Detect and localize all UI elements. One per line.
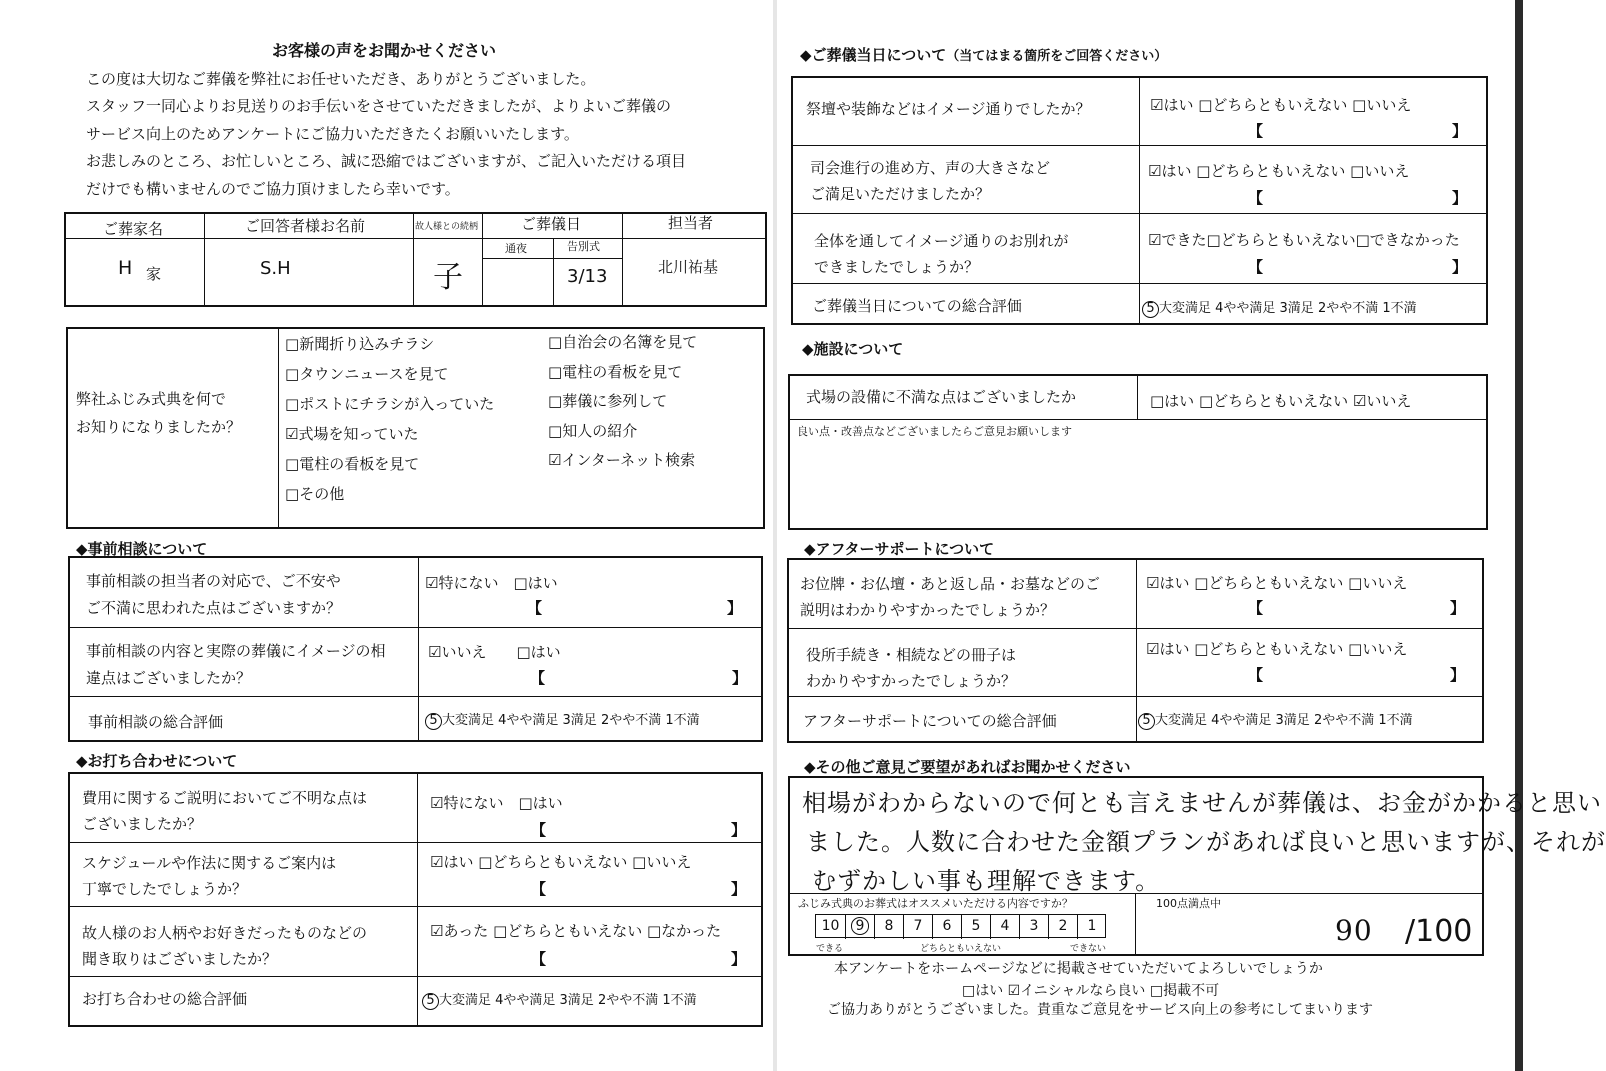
pre-consult-q2-options[interactable]: ☑いいえ □はい	[428, 643, 561, 661]
meeting-q4: お打ち合わせの総合評価	[82, 990, 248, 1008]
how-known-question: 弊社ふじみ式典を何で	[76, 390, 227, 408]
meeting-q1-options[interactable]: ☑特にない □はい	[430, 794, 563, 812]
funeral-day-q1: 祭壇や装飾などはイメージ通りでしたか？	[806, 100, 1091, 118]
how-known-option[interactable]	[285, 333, 434, 354]
bracket-open: 【	[1248, 599, 1264, 617]
scale-label-right: できない	[1070, 944, 1107, 954]
publish-question: 本アンケートをホームページなどに掲載させていただいてよろしいでしょうか	[834, 961, 1323, 977]
checkbox-icon[interactable]: □	[548, 333, 563, 351]
how-known-option-label: 葬儀に参列して	[562, 392, 668, 410]
after-support-q2: わかりやすかったでしょうか？	[806, 672, 1017, 690]
bracket-open: 【	[1248, 258, 1264, 276]
bracket-open: 【	[527, 599, 543, 617]
rating-scale: 大変満足 4やや満足 3満足 2やや不満 1不満	[1155, 713, 1413, 728]
handwritten-comment: 相場がわからないので何とも言えませんが葬儀は、お金がかかると思い	[802, 789, 1602, 817]
how-known-option-label: インターネット検索	[561, 451, 696, 469]
funeral-day-q1-options[interactable]: ☑はい □どちらともいえない □いいえ	[1150, 96, 1412, 114]
how-known-option[interactable]	[548, 361, 682, 382]
scale-cell[interactable]: 1	[1077, 915, 1106, 939]
handwritten-comment: むずかしい事も理解できます。	[812, 867, 1161, 895]
meeting-q3: 聞き取りはございましたか？	[82, 950, 278, 968]
bracket-close: 】	[1452, 189, 1468, 207]
bracket-open: 【	[531, 880, 547, 898]
checkbox-icon[interactable]: □	[285, 365, 300, 383]
funeral-day-q3: 全体を通してイメージ通りのお別れが	[814, 232, 1069, 250]
page-title: お客様の声をお聞かせください	[272, 41, 497, 60]
recommend-scale[interactable]	[815, 914, 1106, 938]
header-relation: 故人様との続柄	[415, 222, 479, 232]
header-kokubetsu: 告別式	[567, 240, 600, 253]
checked-box-icon[interactable]: ☑	[285, 425, 299, 443]
checkbox-icon[interactable]: □	[285, 455, 300, 473]
bracket-open: 【	[1248, 189, 1264, 207]
how-known-option[interactable]	[548, 420, 637, 441]
funeral-day-q2: ご満足いただけましたか？	[810, 185, 991, 203]
after-support-q2: 役所手続き・相続などの冊子は	[806, 646, 1017, 664]
checked-box-icon[interactable]: ☑	[548, 451, 562, 469]
after-support-q1: お位牌・お仏壇・あと返し品・お墓などのご	[800, 575, 1101, 593]
pre-consult-q1-options[interactable]: ☑特にない □はい	[425, 574, 558, 592]
how-known-option[interactable]	[285, 453, 419, 474]
scale-cell[interactable]: 4	[990, 915, 1019, 939]
meeting-q3: 故人様のお人柄やお好きだったものなどの	[82, 924, 368, 942]
pre-consult-q1: ご不満に思われた点はございますか？	[86, 599, 342, 617]
rating-scale: 大変満足 4やや満足 3満足 2やや不満 1不満	[442, 713, 700, 728]
funeral-day-q3-options[interactable]: ☑できた□どちらともいえない□できなかった	[1148, 231, 1460, 249]
intro-line: スタッフ一同心よりお見送りのお手伝いをさせていただきましたが、よりよいご葬儀の	[86, 97, 672, 115]
checkbox-icon[interactable]: □	[285, 335, 300, 353]
bracket-close: 】	[1452, 122, 1468, 140]
meeting-q2: スケジュールや作法に関するご案内は	[82, 854, 337, 872]
bracket-open: 【	[531, 821, 547, 839]
meeting-q2-options[interactable]: ☑はい □どちらともいえない □いいえ	[430, 853, 692, 871]
rating-scale: 大変満足 4やや満足 3満足 2やや不満 1不満	[439, 993, 697, 1008]
publish-options[interactable]: □はい ☑イニシャルなら良い □掲載不可	[962, 983, 1220, 999]
how-known-option-label: その他	[299, 485, 345, 503]
after-support-q1-options[interactable]: ☑はい □どちらともいえない □いいえ	[1146, 574, 1408, 592]
funeral-day-q4: ご葬儀当日についての総合評価	[812, 297, 1022, 315]
bracket-close: 】	[727, 599, 743, 617]
how-known-option[interactable]	[548, 331, 697, 352]
how-known-option-label: タウンニュースを見て	[299, 365, 449, 383]
meeting-title: ◆お打ち合わせについて	[76, 752, 238, 770]
how-known-option[interactable]	[285, 393, 494, 414]
scale-cell[interactable]: 2	[1048, 915, 1077, 939]
bracket-close: 】	[1452, 258, 1468, 276]
pre-consult-q1: 事前相談の担当者の対応で、ご不安や	[86, 572, 341, 590]
pre-consult-q2: 違点はございましたか？	[86, 669, 252, 687]
family-suffix: 家	[146, 265, 162, 283]
circled-five: 5	[425, 713, 442, 730]
checkbox-icon[interactable]: □	[285, 395, 300, 413]
checkbox-icon[interactable]: □	[285, 485, 300, 503]
score-label: 100点満点中	[1156, 897, 1221, 910]
bracket-open: 【	[1248, 666, 1264, 684]
header-date: ご葬儀日	[521, 215, 582, 233]
thanks-message: ご協力ありがとうございました。貴重なご意見をサービス向上の参考にしてまいります	[827, 1002, 1373, 1018]
scale-cell[interactable]: 3	[1019, 915, 1048, 939]
rating-scale: 大変満足 4やや満足 3満足 2やや不満 1不満	[1159, 301, 1417, 316]
bracket-close: 】	[731, 821, 747, 839]
scale-cell[interactable]: 7	[903, 915, 932, 939]
after-support-q1: 説明はわかりやすかったでしょうか？	[800, 601, 1056, 619]
how-known-option-label: 知人の紹介	[562, 421, 638, 440]
meeting-q1: 費用に関するご説明においてご不明な点は	[82, 789, 368, 807]
how-known-option-label: 電柱の看板を見て	[299, 455, 420, 473]
respondent-name: S.H	[260, 258, 291, 279]
meeting-q2: 丁寧でしたでしょうか？	[82, 880, 248, 898]
bracket-close: 】	[732, 669, 748, 687]
scale-cell[interactable]: 6	[932, 915, 961, 939]
facility-note: 良い点・改善点などございましたらご意見お願いします	[797, 425, 1072, 438]
checkbox-icon[interactable]: □	[548, 392, 563, 410]
handwritten-comment: ました。人数に合わせた金額プランがあれば良いと思いますが、それが	[806, 828, 1606, 856]
scale-cell[interactable]: 10	[821, 918, 840, 934]
bracket-open: 【	[1248, 122, 1264, 140]
intro-line: この度は大切なご葬儀を弊社にお任せいただき、ありがとうございました。	[86, 70, 596, 88]
funeral-day-rating[interactable]	[1142, 297, 1417, 318]
funeral-day-q3: できましたでしょうか？	[814, 258, 980, 276]
pre-consult-q2: 事前相談の内容と実際の葬儀にイメージの相	[86, 642, 386, 660]
how-known-option-label: 自治会の名簿を見て	[562, 333, 698, 351]
bracket-close: 】	[731, 950, 747, 968]
facility-title: ◆施設について	[802, 340, 904, 358]
how-known-option-label: 新聞折り込みチラシ	[299, 335, 435, 353]
funeral-day-q2: 司会進行の進め方、声の大きさなど	[810, 159, 1051, 177]
scale-cell[interactable]: 8	[874, 915, 903, 939]
facility-q1-options[interactable]: □はい □どちらともいえない ☑いいえ	[1150, 392, 1412, 410]
header-staff: 担当者	[668, 214, 714, 232]
meeting-q1: ございましたか？	[82, 815, 203, 833]
pre-consult-rating[interactable]	[425, 709, 700, 730]
how-known-option[interactable]	[285, 423, 418, 444]
meeting-rating[interactable]	[422, 989, 697, 1010]
page-fold	[773, 0, 777, 1071]
how-known-option[interactable]	[285, 483, 344, 504]
circled-five: 5	[422, 993, 439, 1010]
scan-edge	[1515, 0, 1523, 1071]
pre-consult-q3: 事前相談の総合評価	[88, 713, 224, 731]
circled-five: 5	[1138, 713, 1155, 730]
meeting-q3-options[interactable]: ☑あった □どちらともいえない □なかった	[430, 922, 722, 940]
header-respondent: ご回答者様お名前	[245, 217, 366, 235]
facility-q1: 式場の設備に不満な点はございましたか	[806, 388, 1077, 406]
funeral-day-title: ◆ご葬儀当日について（当てはまる箇所をご回答ください）	[800, 46, 1168, 64]
how-known-option[interactable]	[548, 390, 667, 411]
scale-cell[interactable]: 9	[845, 915, 874, 939]
bracket-open: 【	[530, 669, 546, 687]
bracket-close: 】	[1450, 599, 1466, 617]
intro-line: だけでも構いませんのでご協力頂けましたら幸いです。	[86, 180, 460, 198]
kokubetsu-date: 3/13	[567, 266, 608, 287]
intro-line: お悲しみのところ、お忙しいところ、誠に恐縮ではございますが、ご記入いただける項目	[86, 152, 687, 170]
other-title: ◆その他ご意見ご要望があればお聞かせください	[804, 758, 1131, 776]
recommend-question: ふじみ式典のお葬式はオススメいただける内容ですか？	[798, 897, 1073, 910]
scale-cell[interactable]: 5	[961, 915, 990, 939]
pre-consult-title: ◆事前相談について	[76, 540, 208, 558]
after-support-title: ◆アフターサポートについて	[804, 540, 995, 558]
relation-value: 子	[433, 260, 464, 295]
how-known-option-label: 電柱の看板を見て	[562, 362, 683, 381]
how-known-option[interactable]	[285, 363, 448, 384]
bracket-close: 】	[1450, 666, 1466, 684]
circled-five: 5	[1142, 301, 1159, 318]
family-name: H	[118, 257, 133, 279]
header-family: ご葬家名	[103, 220, 164, 238]
intro-line: サービス向上のためアンケートにご協力いただきたくお願いいたします。	[86, 125, 579, 143]
checkbox-icon[interactable]: □	[548, 421, 563, 440]
staff-name: 北川祐基	[658, 258, 719, 276]
bracket-open: 【	[531, 950, 547, 968]
checkbox-icon[interactable]: □	[548, 362, 563, 381]
after-support-rating[interactable]	[1138, 709, 1413, 730]
how-known-option[interactable]	[548, 449, 695, 470]
how-known-question: お知りになりましたか？	[76, 418, 242, 436]
score-value: 90	[1335, 914, 1373, 947]
after-support-q2-options[interactable]: ☑はい □どちらともいえない □いいえ	[1146, 640, 1408, 658]
header-tsuya: 通夜	[505, 242, 527, 255]
how-known-option-label: ポストにチラシが入っていた	[299, 395, 495, 413]
bracket-close: 】	[731, 880, 747, 898]
after-support-q3: アフターサポートについての総合評価	[803, 712, 1057, 730]
scale-label-mid: どちらともいえない	[920, 944, 1002, 954]
how-known-option-label: 式場を知っていた	[298, 425, 419, 443]
scale-label-left: できる	[816, 944, 844, 954]
funeral-day-q2-options[interactable]: ☑はい □どちらともいえない □いいえ	[1148, 162, 1410, 180]
score-max: /100	[1405, 914, 1473, 949]
